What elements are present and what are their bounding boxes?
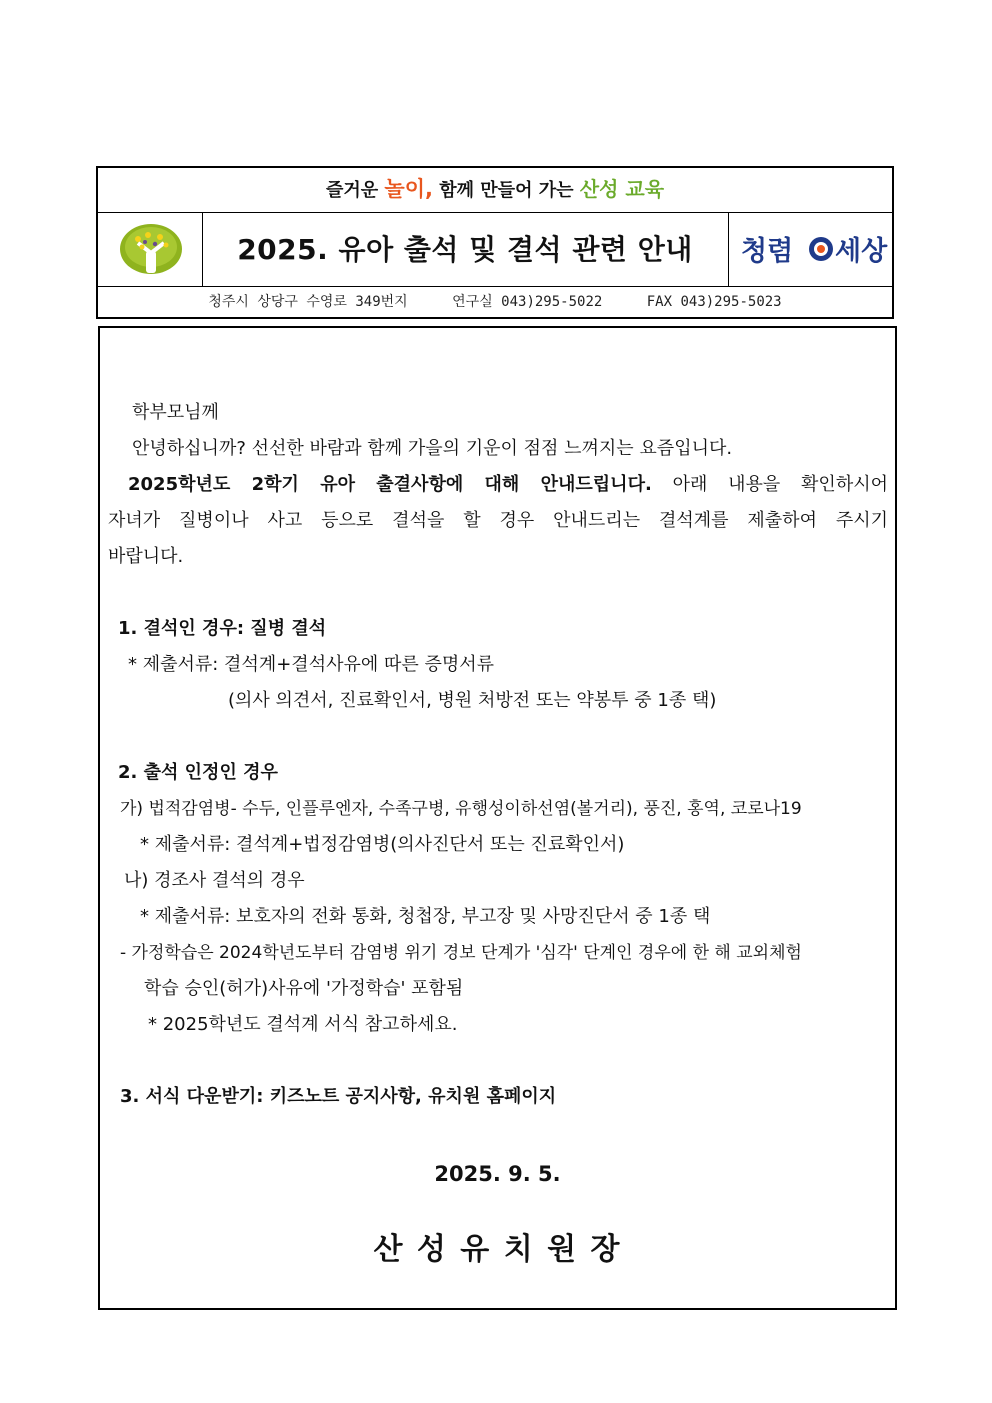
section2-item-b: 나) 경조사 결석의 경우 bbox=[124, 870, 305, 891]
kindergarten-logo bbox=[98, 213, 203, 286]
notice-body bbox=[98, 326, 897, 1310]
contact-row bbox=[98, 287, 892, 319]
issue-date: 2025. 9. 5. bbox=[434, 1162, 561, 1186]
section1-docs-detail: (의사 의견서, 진료확인서, 병원 처방전 또는 약봉투 중 1종 택) bbox=[228, 690, 717, 711]
globe-icon bbox=[807, 235, 835, 263]
integrity-brand bbox=[728, 213, 892, 286]
section2-note-line2: 학습 승인(허가)사유에 '가정학습' 포함됨 bbox=[144, 978, 464, 999]
notice-paragraph-line2: 자녀가 질병이나 사고 등으로 결석을 할 경우 안내드리는 결석계를 제출하여 주시기 bbox=[108, 510, 888, 531]
brand-text-2: 세상 bbox=[835, 236, 888, 267]
section2-item-b-docs: * 제출서류: 보호자의 전화 통화, 청첩장, 부고장 및 사망진단서 중 1종 택 bbox=[140, 906, 711, 927]
page-title: 2025. 유아 출석 및 결석 관련 안내 bbox=[237, 233, 693, 266]
notice-emphasis: 2025학년도 2학기 유아 출결사항에 대해 안내드립니다. bbox=[128, 474, 652, 495]
phone: 연구실 043)295-5022 bbox=[452, 294, 603, 310]
slogan-part2: 놀이, bbox=[384, 177, 433, 201]
slogan-part3: 함께 만들어 가는 bbox=[439, 180, 574, 201]
slogan bbox=[98, 168, 892, 213]
greeting: 학부모님께 bbox=[132, 402, 219, 423]
notice-continuation: 아래 내용을 확인하시어 bbox=[651, 474, 888, 495]
section2-item-a: 가) 법적감염병- 수두, 인플루엔자, 수족구병, 유행성이하선염(볼거리), 풍진, 홍역, 코로나19 bbox=[120, 799, 802, 819]
notice-paragraph-line3: 바랍니다. bbox=[108, 546, 184, 567]
fax: FAX 043)295-5023 bbox=[646, 294, 782, 310]
section1-heading: 1. 결석인 경우: 질병 결석 bbox=[118, 618, 327, 639]
section2-note-ref: * 2025학년도 결석계 서식 참고하세요. bbox=[148, 1014, 458, 1035]
section2-heading: 2. 출석 인정인 경우 bbox=[118, 762, 278, 783]
tree-logo-icon bbox=[98, 213, 202, 286]
section2-note-line1: - 가정학습은 2024학년도부터 감염병 위기 경보 단계가 '심각' 단계인 경우에 한 해 교외체험 bbox=[120, 943, 802, 963]
slogan-part4: 산성 교육 bbox=[579, 177, 665, 201]
signature: 산 성 유 치 원 장 bbox=[373, 1232, 622, 1267]
intro-paragraph: 안녕하십니까? 선선한 바람과 함께 가을의 기운이 점점 느껴지는 요즘입니다. bbox=[132, 438, 733, 459]
slogan-part1: 즐거운 bbox=[325, 180, 379, 201]
section2-item-a-docs: * 제출서류: 결석계+법정감염병(의사진단서 또는 진료확인서) bbox=[140, 834, 625, 855]
notice-paragraph-line1 bbox=[128, 470, 888, 496]
section3-heading: 3. 서식 다운받기: 키즈노트 공지사항, 유치원 홈페이지 bbox=[120, 1086, 557, 1107]
letterhead bbox=[96, 166, 894, 319]
title-row bbox=[98, 213, 892, 287]
address: 청주시 상당구 수영로 349번지 bbox=[208, 294, 408, 310]
brand-text-1: 청렴 bbox=[741, 236, 794, 267]
section1-docs: * 제출서류: 결석계+결석사유에 따른 증명서류 bbox=[128, 654, 495, 675]
